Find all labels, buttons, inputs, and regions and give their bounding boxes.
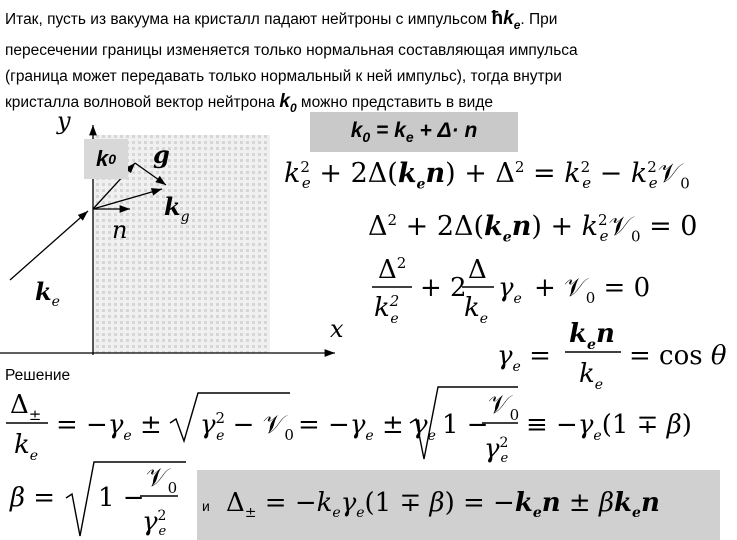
intro-line-1 bbox=[5, 6, 715, 38]
g-label: g bbox=[153, 140, 170, 169]
svg-text:1 −: 1 − bbox=[98, 483, 145, 513]
equation-1: $k^2_e + 2\Delta(k_en) + \Delta^2 = k^2_e$ − $k^2_e𝒱_0$ bbox=[284, 158, 690, 193]
svg-text:k2e: $k^2$ e bbox=[374, 292, 400, 327]
solution-label: Решение bbox=[5, 367, 71, 384]
k0-symbol: $k_0$ bbox=[279, 91, 297, 116]
final-equation: $\Delta_\pm = -k_e\gamma_e(1 \mp \beta) = -k_en \pm \beta k_en$ bbox=[226, 488, 660, 522]
intro-line-2: пересечении границы изменяется только нормальная составляющая импульса bbox=[5, 42, 578, 60]
svg-text:γe =: $\gamma_e$ = bbox=[497, 341, 551, 375]
ke-vector bbox=[10, 211, 88, 280]
ke-label: $k_e$ bbox=[35, 277, 60, 310]
svg-text:γe: $\gamma_e$ bbox=[498, 273, 522, 307]
kg-label: $k_g$ bbox=[164, 192, 190, 225]
svg-text:≡ −γe(1 ∓ β): ≡ $-\gamma_e(1 \mp \beta)$ bbox=[526, 410, 692, 444]
svg-text:𝒱0: 𝒱$_0$ bbox=[146, 463, 178, 497]
and-label: и bbox=[202, 498, 210, 514]
svg-text:= −γe ±: = $-\gamma_e$ ± bbox=[56, 410, 162, 444]
svg-text:= cos θ: = cos θ bbox=[629, 341, 727, 371]
intro-line-4-end: можно представить в виде bbox=[296, 94, 493, 112]
x-axis-label: x bbox=[330, 315, 344, 343]
intro-line-3: (граница может передавать только нормальный к ней импульс), тогда внутри bbox=[5, 67, 562, 85]
svg-text:ke: $k_e$ bbox=[464, 293, 489, 327]
intro-line-1-end: . При bbox=[520, 11, 558, 28]
main-formula-text: $k_0 = k_e + \Delta\cdot n$ bbox=[350, 118, 478, 146]
svg-text:+ 𝒱0 = 0: + 𝒱$_0$ = 0 bbox=[534, 273, 651, 307]
equation-4 bbox=[497, 312, 737, 393]
svg-text:ke: $k_e$ bbox=[579, 359, 604, 393]
svg-text:Δ±: $\Delta_\pm$ bbox=[10, 390, 42, 424]
svg-text:γ2e: $\gamma^2$ e bbox=[142, 507, 167, 539]
svg-text:Δ2: $\Delta^2$ bbox=[378, 254, 407, 285]
y-axis-label: y bbox=[57, 107, 71, 135]
intro-line-1-text: Итак, пусть из вакуума на кристалл падают нейтроны с импульсом bbox=[5, 11, 492, 28]
svg-text:= −γe ± γe: = $-\gamma_e \pm \gamma_e$ bbox=[298, 410, 436, 444]
n-label: n bbox=[112, 216, 128, 244]
svg-text:𝒱0: 𝒱$_0$ bbox=[488, 390, 520, 424]
svg-text:+ 2: + 2 bbox=[420, 273, 467, 303]
hbar-ke-symbol: $ħk_e$ bbox=[491, 8, 521, 32]
equation-2: $\Delta^2 + 2\Delta(k_en)$ + $k^2_e𝒱_0 = 0$ bbox=[368, 211, 698, 246]
svg-text:β =: β = bbox=[10, 483, 56, 513]
crystal-diagram bbox=[0, 105, 360, 365]
intro-line-4-text: кристалла волновой вектор нейтрона bbox=[5, 94, 280, 112]
beta-equation bbox=[0, 458, 200, 538]
svg-text:ke: $k_e$ bbox=[14, 430, 39, 464]
svg-text:1 −: 1 − bbox=[442, 410, 489, 440]
svg-text:Δ: Δ bbox=[468, 255, 487, 285]
svg-text:γ2e − 𝒱0: $\gamma^2$ e − 𝒱$_0$ bbox=[200, 409, 294, 444]
svg-text:ken: $k_en$ bbox=[569, 319, 615, 353]
k0-label: k 0 bbox=[84, 139, 128, 179]
svg-text:γ2e: $\gamma^2$ e bbox=[484, 434, 509, 466]
